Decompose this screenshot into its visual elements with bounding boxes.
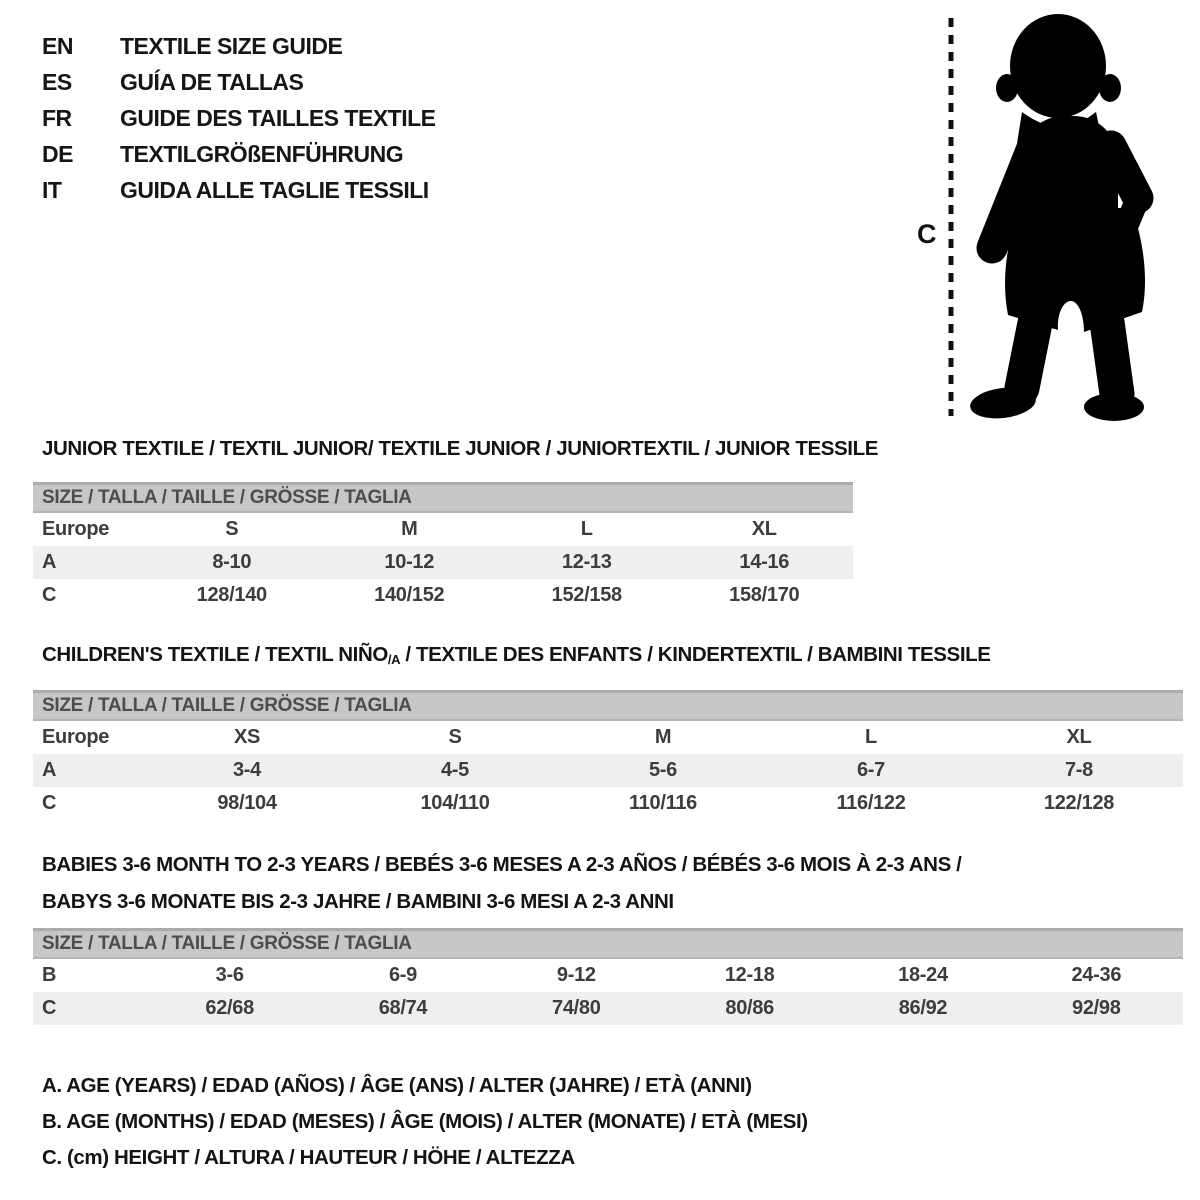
lang-code-de: DE <box>42 140 73 167</box>
months-cell: 24-36 <box>1071 964 1122 986</box>
height-cell: 128/140 <box>196 584 267 606</box>
size-cell: S <box>448 726 462 748</box>
age-cell: 3-4 <box>232 759 261 781</box>
height-cell: 110/116 <box>629 792 697 814</box>
junior-row-height <box>33 579 853 612</box>
row-label: B <box>42 964 57 986</box>
height-cell: 68/74 <box>378 997 428 1019</box>
lang-title-it: GUIDA ALLE TAGLIE TESSILI <box>120 176 429 203</box>
children-row-age <box>33 754 1183 787</box>
babies-section-heading <box>42 846 961 920</box>
lang-row-it <box>42 172 436 208</box>
months-cell: 12-18 <box>724 964 775 986</box>
babies-size-header: SIZE / TALLA / TAILLE / GRÖSSE / TAGLIA <box>33 928 1183 959</box>
months-cell: 6-9 <box>388 964 417 986</box>
height-cell: 92/98 <box>1072 997 1121 1019</box>
lang-row-en <box>42 28 436 64</box>
lang-code-en: EN <box>42 32 73 59</box>
children-row-height <box>33 787 1183 820</box>
row-label: A <box>42 759 57 781</box>
babies-size-table <box>33 928 1183 1025</box>
height-cell: 122/128 <box>1043 792 1115 814</box>
babies-heading-line2: BABYS 3-6 MONATE BIS 2-3 JAHRE / BAMBINI 3-6 MESI A 2-3 ANNI <box>42 890 674 913</box>
junior-section-heading: JUNIOR TEXTILE / TEXTIL JUNIOR/ TEXTILE JUNIOR / JUNIORTEXTIL / JUNIOR TESSILE <box>42 437 878 460</box>
children-heading-post: / TEXTILE DES ENFANTS / KINDERTEXTIL / BAMBINI TESSILE <box>400 643 991 666</box>
height-cell: 140/152 <box>374 584 445 606</box>
row-label: C <box>42 792 57 814</box>
language-title-list <box>42 28 436 208</box>
measurement-legend <box>42 1068 808 1176</box>
size-cell: L <box>580 518 593 540</box>
lang-code-it: IT <box>42 176 62 203</box>
height-cell: 86/92 <box>898 997 948 1019</box>
size-cell: L <box>865 726 877 748</box>
toddler-body <box>968 14 1145 422</box>
legend-line-c: C. (cm) HEIGHT / ALTURA / HAUTEUR / HÖHE / ALTEZZA <box>42 1146 575 1169</box>
size-cell: XL <box>1066 726 1092 748</box>
junior-row-europe <box>33 513 853 546</box>
height-cell: 74/80 <box>552 997 601 1019</box>
age-cell: 8-10 <box>212 551 252 573</box>
lang-row-de <box>42 136 436 172</box>
height-cell: 104/110 <box>420 792 490 814</box>
height-cell: 152/158 <box>551 584 622 606</box>
toddler-silhouette-icon <box>900 0 1200 430</box>
age-cell: 5-6 <box>648 759 677 781</box>
lang-code-es: ES <box>42 68 72 95</box>
lang-row-fr <box>42 100 436 136</box>
children-size-table <box>33 690 1183 820</box>
lang-title-de: TEXTILGRÖßENFÜHRUNG <box>120 140 404 167</box>
lang-title-es: GUÍA DE TALLAS <box>120 68 304 95</box>
age-cell: 7-8 <box>1064 759 1093 781</box>
age-cell: 6-7 <box>856 759 885 781</box>
height-cell: 158/170 <box>729 584 800 606</box>
babies-heading-line1: BABIES 3-6 MONTH TO 2-3 YEARS / BEBÉS 3-6 MESES A 2-3 AÑOS / BÉBÉS 3-6 MOIS À 2-3 ANS / <box>42 853 962 876</box>
size-cell: M <box>401 518 418 540</box>
children-row-europe <box>33 721 1183 754</box>
legend-line-a: A. AGE (YEARS) / EDAD (AÑOS) / ÂGE (ANS) / ALTER (JAHRE) / ETÀ (ANNI) <box>42 1074 752 1097</box>
junior-row-age <box>33 546 853 579</box>
size-cell: M <box>654 726 672 748</box>
lang-title-en: TEXTILE SIZE GUIDE <box>120 32 343 59</box>
lang-code-fr: FR <box>42 104 72 131</box>
children-heading-subscript: /A <box>387 652 401 667</box>
months-cell: 18-24 <box>898 964 948 986</box>
height-cell: 80/86 <box>725 997 774 1019</box>
height-cell: 98/104 <box>217 792 277 814</box>
age-cell: 12-13 <box>561 551 612 573</box>
row-label: Europe <box>42 518 110 540</box>
row-label: C <box>42 997 57 1019</box>
size-cell: XL <box>751 518 777 540</box>
size-cell: S <box>225 518 239 540</box>
row-label: Europe <box>42 726 110 748</box>
lang-title-fr: GUIDE DES TAILLES TEXTILE <box>120 104 436 131</box>
age-cell: 14-16 <box>739 551 790 573</box>
height-cell: 62/68 <box>205 997 254 1019</box>
junior-size-header: SIZE / TALLA / TAILLE / GRÖSSE / TAGLIA <box>33 482 853 513</box>
junior-size-table <box>33 482 853 612</box>
babies-row-height <box>33 992 1183 1025</box>
months-cell: 9-12 <box>556 964 596 986</box>
legend-line-b: B. AGE (MONTHS) / EDAD (MESES) / ÂGE (MOIS) / ALTER (MONATE) / ETÀ (MESI) <box>42 1110 808 1133</box>
row-label: A <box>42 551 57 573</box>
height-cell: 116/122 <box>836 792 906 814</box>
row-label: C <box>42 584 57 606</box>
lang-row-es <box>42 64 436 100</box>
babies-row-months <box>33 959 1183 992</box>
months-cell: 3-6 <box>215 964 244 986</box>
age-cell: 10-12 <box>384 551 435 573</box>
height-measure-figure <box>900 0 1200 430</box>
size-cell: XS <box>233 726 261 748</box>
children-section-heading <box>42 643 991 667</box>
children-size-header: SIZE / TALLA / TAILLE / GRÖSSE / TAGLIA <box>33 690 1183 721</box>
measure-label-c: C <box>917 219 937 249</box>
age-cell: 4-5 <box>440 759 469 781</box>
children-heading-pre: CHILDREN'S TEXTILE / TEXTIL NIÑO <box>42 643 388 666</box>
